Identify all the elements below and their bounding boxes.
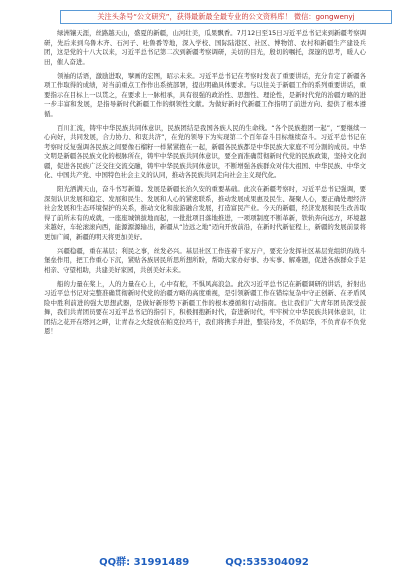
paragraph-speech: 领袖的话语，激励进取，擘画的宏图，昭示未来。习近平总书记在考察时发表了重要讲话，充分肯定了新疆各项工作取得的成绩，对当前重点工作作出系统部署，提出明确具体要求。与以往关于新疆工作的系列重要讲话，重要指示在目标上一以贯之，在要求上一脉相承，具有很强的政治性、思想性、理论性，是新时代党的治疆方略的进一步丰富和发展，是指导新时代新疆工作的纲领性文献。为做好新时代新疆工作指明了前进方向、提供了根本遵循。: [44, 71, 366, 118]
paragraph-unity: 百川汇流，铸牢中华民族共同体意识，民族团结是我国各族人民的生命线。“各个民族抱团一起”，“要继续一心向好，共同发展，合力协力、和衷共济”，在党的领导下为实现第二个百年奋斗目标继续奋斗。习近平总书记在考察时反复强调各民族之间要像石榴籽一样紧紧抱在一起，新疆各民族都是中华民族大家庭不可分割的成员。中华文明是新疆各民族文化的根脉所在，铸牢中华民族共同体意识，要全面准确贯彻新时代党的民族政策，坚持文化润疆，促进各民族广泛交往交流交融，铸牢中华民族共同体意识，不断增强各族群众对伟大祖国、中华民族、中华文化、中国共产党、中国特色社会主义的认同，推动各民族共同走向社会主义现代化。: [44, 123, 366, 179]
paragraph-grassroots: 兴疆稳疆，重在基层；利民之事，丝发必兴。基层社区工作连着千家万户，要充分发挥社区基层党组织的战斗堡垒作用，把工作重心下沉，紧贴各族居民所思所想所盼，帮助大家办好事、办实事、解难题，促进各族群众手足相亲、守望相助，共建美好家园，共创美好未来。: [44, 246, 366, 274]
qq-number: QQ:535304092: [225, 557, 309, 568]
header-banner: 关注头条号“公文研究”，获得最新最全最专业的公文资料库！ 微信：gongwenyj: [60, 10, 392, 24]
document-body: [44, 29, 366, 337]
footer-contact: [0, 553, 408, 568]
paragraph-conclusion: 船的力量在桨上，人的力量在心上，心中有舵，不惧风高浪急。此次习近平总书记在新疆调研的讲话，折射出习近平总书记对完整准确贯彻新时代党的治疆方略的高度重视，是引领新疆工作在错综复杂中守正创新、在矛盾风险中胜利前进的强大思想武器，是做好新形势下新疆工作的根本遵循和行动指南。也让我们广大青年团员深受鼓舞，我们共青团员要在习近平总书记的指引下，积极拥抱新时代，奋进新时代，牢牢树立中华民族共同体意识，让团结之花开在塔河之畔，让青春之火绽放在帕克拉玛干，我们将携手并进，整装待发，不负昭华，不负青春不负党恩！: [44, 279, 366, 335]
paragraph-intro: 绿洲镶天涯，丝路越天山，盛夏的新疆，山河壮美，瓜果飘香。7月12日至15日习近平总书记来到新疆考察调研，先后来到乌鲁木齐、石河子、吐鲁番等地，深入学校、国际陆港区、社区、博物馆、农村和新疆生产建设兵团，这是党的十八大以来，习近平总书记第二次到新疆考察调研，关切的目光，殷切的嘱托，深邃的思考，暖人心田，催人奋进。: [44, 29, 366, 66]
paragraph-development: 阳光洒满天山，奋斗书写新篇。发展是新疆长治久安的重要基础。此次在新疆考察时，习近平总书记强调，要深刻认识发展和稳定、发展和民生、发展和人心的紧密联系，推动发展成果惠及民生、凝聚人心，要正确处理经济社会发展和生态环境保护的关系，推动文化和旅游融合发展，打造富民产业。今天的新疆，经济发展和民生改善取得了前所未有的成就，一座座城镇拔地而起，一批批项目落地推进，一项项制度不断革新，铁轨奔向远方，环境越来越好，车轮滚滚向西，能源源源输出，新疆从“边远之地”迈向开放前沿，在新时代新征程上，新疆的发展前景将更加广阔，新疆的明天将更加美好。: [44, 185, 366, 241]
group-number: QQ群: 31991489: [99, 557, 190, 568]
